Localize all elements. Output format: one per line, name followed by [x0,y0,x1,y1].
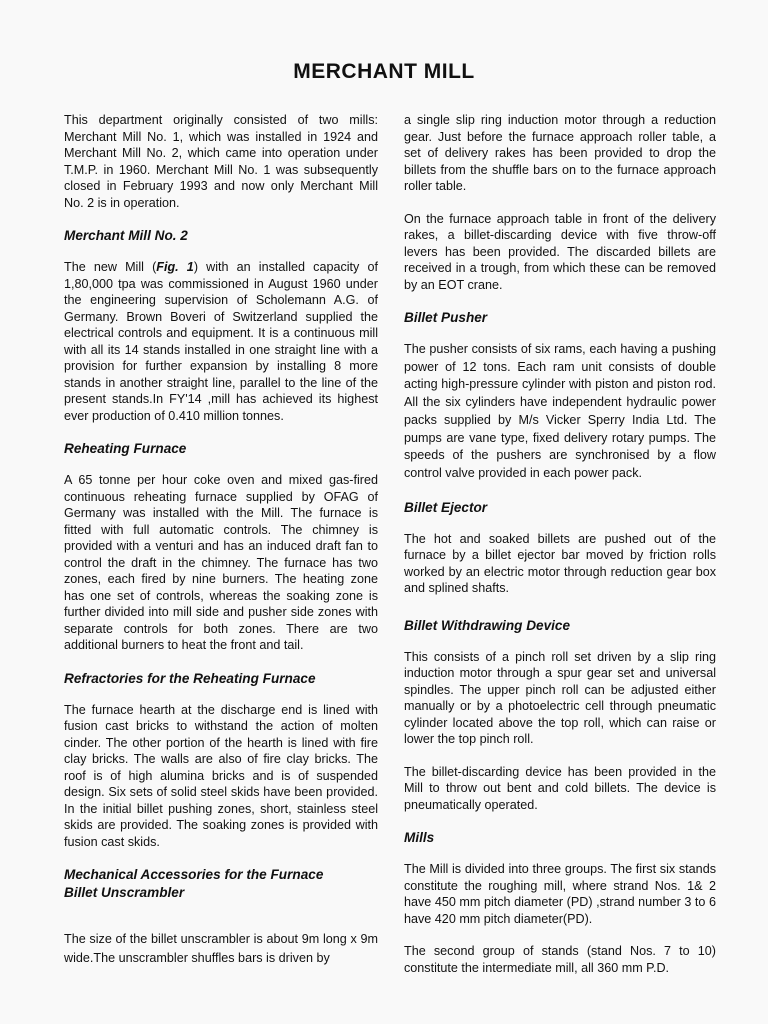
ejector-paragraph: The hot and soaked billets are pushed out of the furnace by a billet ejector bar moved by friction rolls worked by an electric motor through reduction gear box and splined shafts. [404,531,716,596]
heading-refractories: Refractories for the Reheating Furnace [64,670,316,686]
right-column [404,112,716,992]
intro-paragraph: This department originally consisted of two mills: Merchant Mill No. 1, which was installed in 1924 and Merchant Mill No. 2, which came into operation under T.M.P. in 1960. Merchant Mill No. 1 was subsequently closed in February 1993 and now only Merchant Mill No. 2 is in operation. [64,113,378,210]
unscrambler-paragraph: The size of the billet unscrambler is about 9m long x 9m wide.The unscrambler shuffles bars is driven by [64,932,378,965]
heading-reheating-furnace: Reheating Furnace [64,441,187,456]
rakes-paragraph: a single slip ring induction motor through a reduction gear. Just before the furnace approach roller table, a set of delivery rakes has been provided to drop the billets from the shuffle bars on to the furnace approach roller table. [404,113,716,193]
heading-billet-ejector: Billet Ejector [404,499,488,515]
left-column [64,112,378,984]
heading-mills: Mills [404,830,435,846]
intermediate-mill-paragraph: The second group of stands (stand Nos. 7 to 10) constitute the intermediate mill, all 360 mm P.D. [404,944,716,975]
pusher-paragraph: The pusher consists of six rams, each having a pushing power of 12 tons. Each ram unit consists of double acting high-pressure cylinder with piston and piston rod. All the six cylinders have independent hydraulic power packs supplied by M/s Vicker Sperry India Ltd. The pumps are vane type, fixed delivery rotary pumps. The speeds of the pushers are synchronised by a flow control valve provided in each power pack. [404,342,716,480]
page-title: MERCHANT MILL [293,60,475,83]
discarding-device-paragraph: The billet-discarding device has been provided in the Mill to throw out bent and cold billets. The device is pneumatically operated. [404,764,716,812]
withdrawing-paragraph: This consists of a pinch roll set driven by a slip ring induction motor through a spur gear set and universal spindles. The upper pinch roll can be adjusted either manually or by a photoelectric cell through pneumatic cylinder located above the top roll, which can raise or lower the top pinch roll. [404,649,716,747]
heading-merchant-mill-2: Merchant Mill No. 2 [64,228,188,243]
refractories-paragraph: The furnace hearth at the discharge end is lined with fusion cast bricks to withstand the action of molten cinder. The other portion of the hearth is lined with fire clay bricks. The walls are also of fire clay bricks. The roof is of high alumina bricks and is of suspended design. Six sets of solid steel skids have been provided. In the initial billet pushing zones, short, stainless steel skids are provided. The soaking zones is provided with fusion cast skids. [64,702,378,849]
heading-billet-withdrawing: Billet Withdrawing Device [404,617,571,633]
heading-billet-pusher: Billet Pusher [404,310,488,325]
heading-mechanical-accessories: Mechanical Accessories for the Furnace Billet Unscrambler [64,867,324,900]
figure-reference: Fig. 1 [156,260,194,274]
reheating-furnace-paragraph: A 65 tonne per hour coke oven and mixed gas-fired continuous reheating furnace supplied by OFAG of Germany was installed with the Mill. The furnace is fitted with full automatic controls. The chimney is provided with a venturi and has an induced draft fan to control the draft in the chimney. The furnace has two zones, each fired by nine burners. The heating zone has one set of controls, whereas the soaking zone is further divided into mill side and pusher side zones with separate controls for both zones. There are two additional burners to heat the front and tail. [64,473,378,652]
discarding-paragraph: On the furnace approach table in front of the delivery rakes, a billet-discarding device with five throw-off levers has been provided. The discarded billets are received in a trough, from which these can be removed by an EOT crane. [404,211,716,292]
mill-2-paragraph: The new Mill (Fig. 1) with an installed capacity of 1,80,000 tpa was commissioned in August 1960 under the engineering supervision of Scholemann A.G. of Germany. Brown Boveri of Switzerland supplied the electrical controls and equipment. It is a continuous mill with all its 14 stands installed in one straight line with a provision for further expansion by installing 8 more stands in another straight line, parallel to the line of the present stands.In FY'14 ,mill has achieved its highest ever production of 0.410 million tonnes. [64,260,378,423]
mills-paragraph: The Mill is divided into three groups. The first six stands constitute the roughing mill, where strand Nos. 1& 2 have 450 mm pitch diameter (PD) ,strand number 3 to 6 have 420 mm pitch diameter(PD). [404,862,716,926]
heading-billet-unscrambler: Billet Unscrambler [64,885,185,900]
